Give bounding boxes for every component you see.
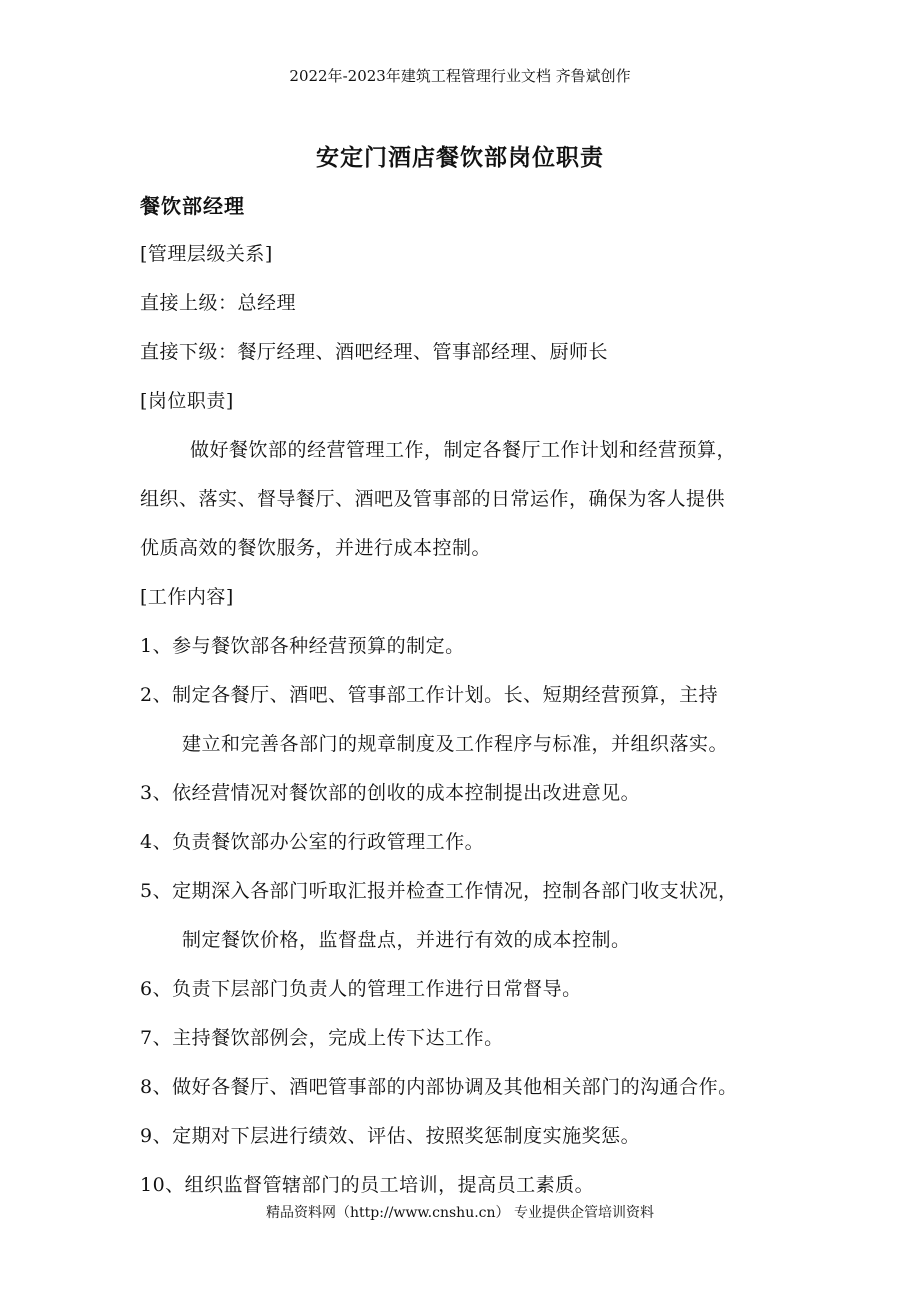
- list-item: 1、参与餐饮部各种经营预算的制定。: [140, 635, 465, 657]
- work-content-label: [工作内容]: [140, 586, 234, 608]
- list-item-continuation: 制定餐饮价格，监督盘点，并进行有效的成本控制。: [182, 929, 631, 951]
- list-item: 7、主持餐饮部例会，完成上传下达工作。: [140, 1027, 504, 1049]
- page-header: 2022年-2023年建筑工程管理行业文档 齐鲁斌创作: [289, 67, 631, 85]
- list-item: 3、依经营情况对餐饮部的创收的成本控制提出改进意见。: [140, 782, 641, 804]
- duties-paragraph-line: 组织、落实、督导餐厅、酒吧及管事部的日常运作，确保为客人提供: [140, 488, 726, 510]
- list-item: 4、负责餐饮部办公室的行政管理工作。: [140, 831, 485, 853]
- duties-paragraph-line: 做好餐饮部的经营管理工作，制定各餐厅工作计划和经营预算，: [190, 439, 737, 461]
- duties-label: [岗位职责]: [140, 390, 234, 412]
- document-body: [140, 232, 790, 1212]
- list-item: 9、定期对下层进行绩效、评估、按照奖惩制度实施奖惩。: [140, 1125, 641, 1147]
- list-item: 2、制定各餐厅、酒吧、管事部工作计划。长、短期经营预算，主持: [140, 684, 719, 706]
- list-item: 5、定期深入各部门听取汇报并检查工作情况，控制各部门收支状况，: [140, 880, 738, 902]
- management-label: [管理层级关系]: [140, 243, 273, 265]
- duties-paragraph-line: 优质高效的餐饮服务，并进行成本控制。: [140, 537, 492, 559]
- list-item: 8、做好各餐厅、酒吧管事部的内部协调及其他相关部门的沟通合作。: [140, 1076, 738, 1098]
- document-title: 安定门酒店餐饮部岗位职责: [316, 144, 604, 171]
- list-item-continuation: 建立和完善各部门的规章制度及工作程序与标准，并组织落实。: [182, 733, 729, 755]
- direct-superior: 直接上级：总经理: [140, 292, 297, 314]
- section-heading: 餐饮部经理: [140, 194, 245, 218]
- list-item: 6、负责下层部门负责人的管理工作进行日常督导。: [140, 978, 582, 1000]
- direct-subordinates: 直接下级：餐厅经理、酒吧经理、管事部经理、厨师长: [140, 341, 609, 363]
- list-item: 10、组织监督管辖部门的员工培训，提高员工素质。: [140, 1174, 595, 1196]
- page-footer: 精品资料网（http://www.cnshu.cn） 专业提供企管培训资料: [266, 1205, 654, 1221]
